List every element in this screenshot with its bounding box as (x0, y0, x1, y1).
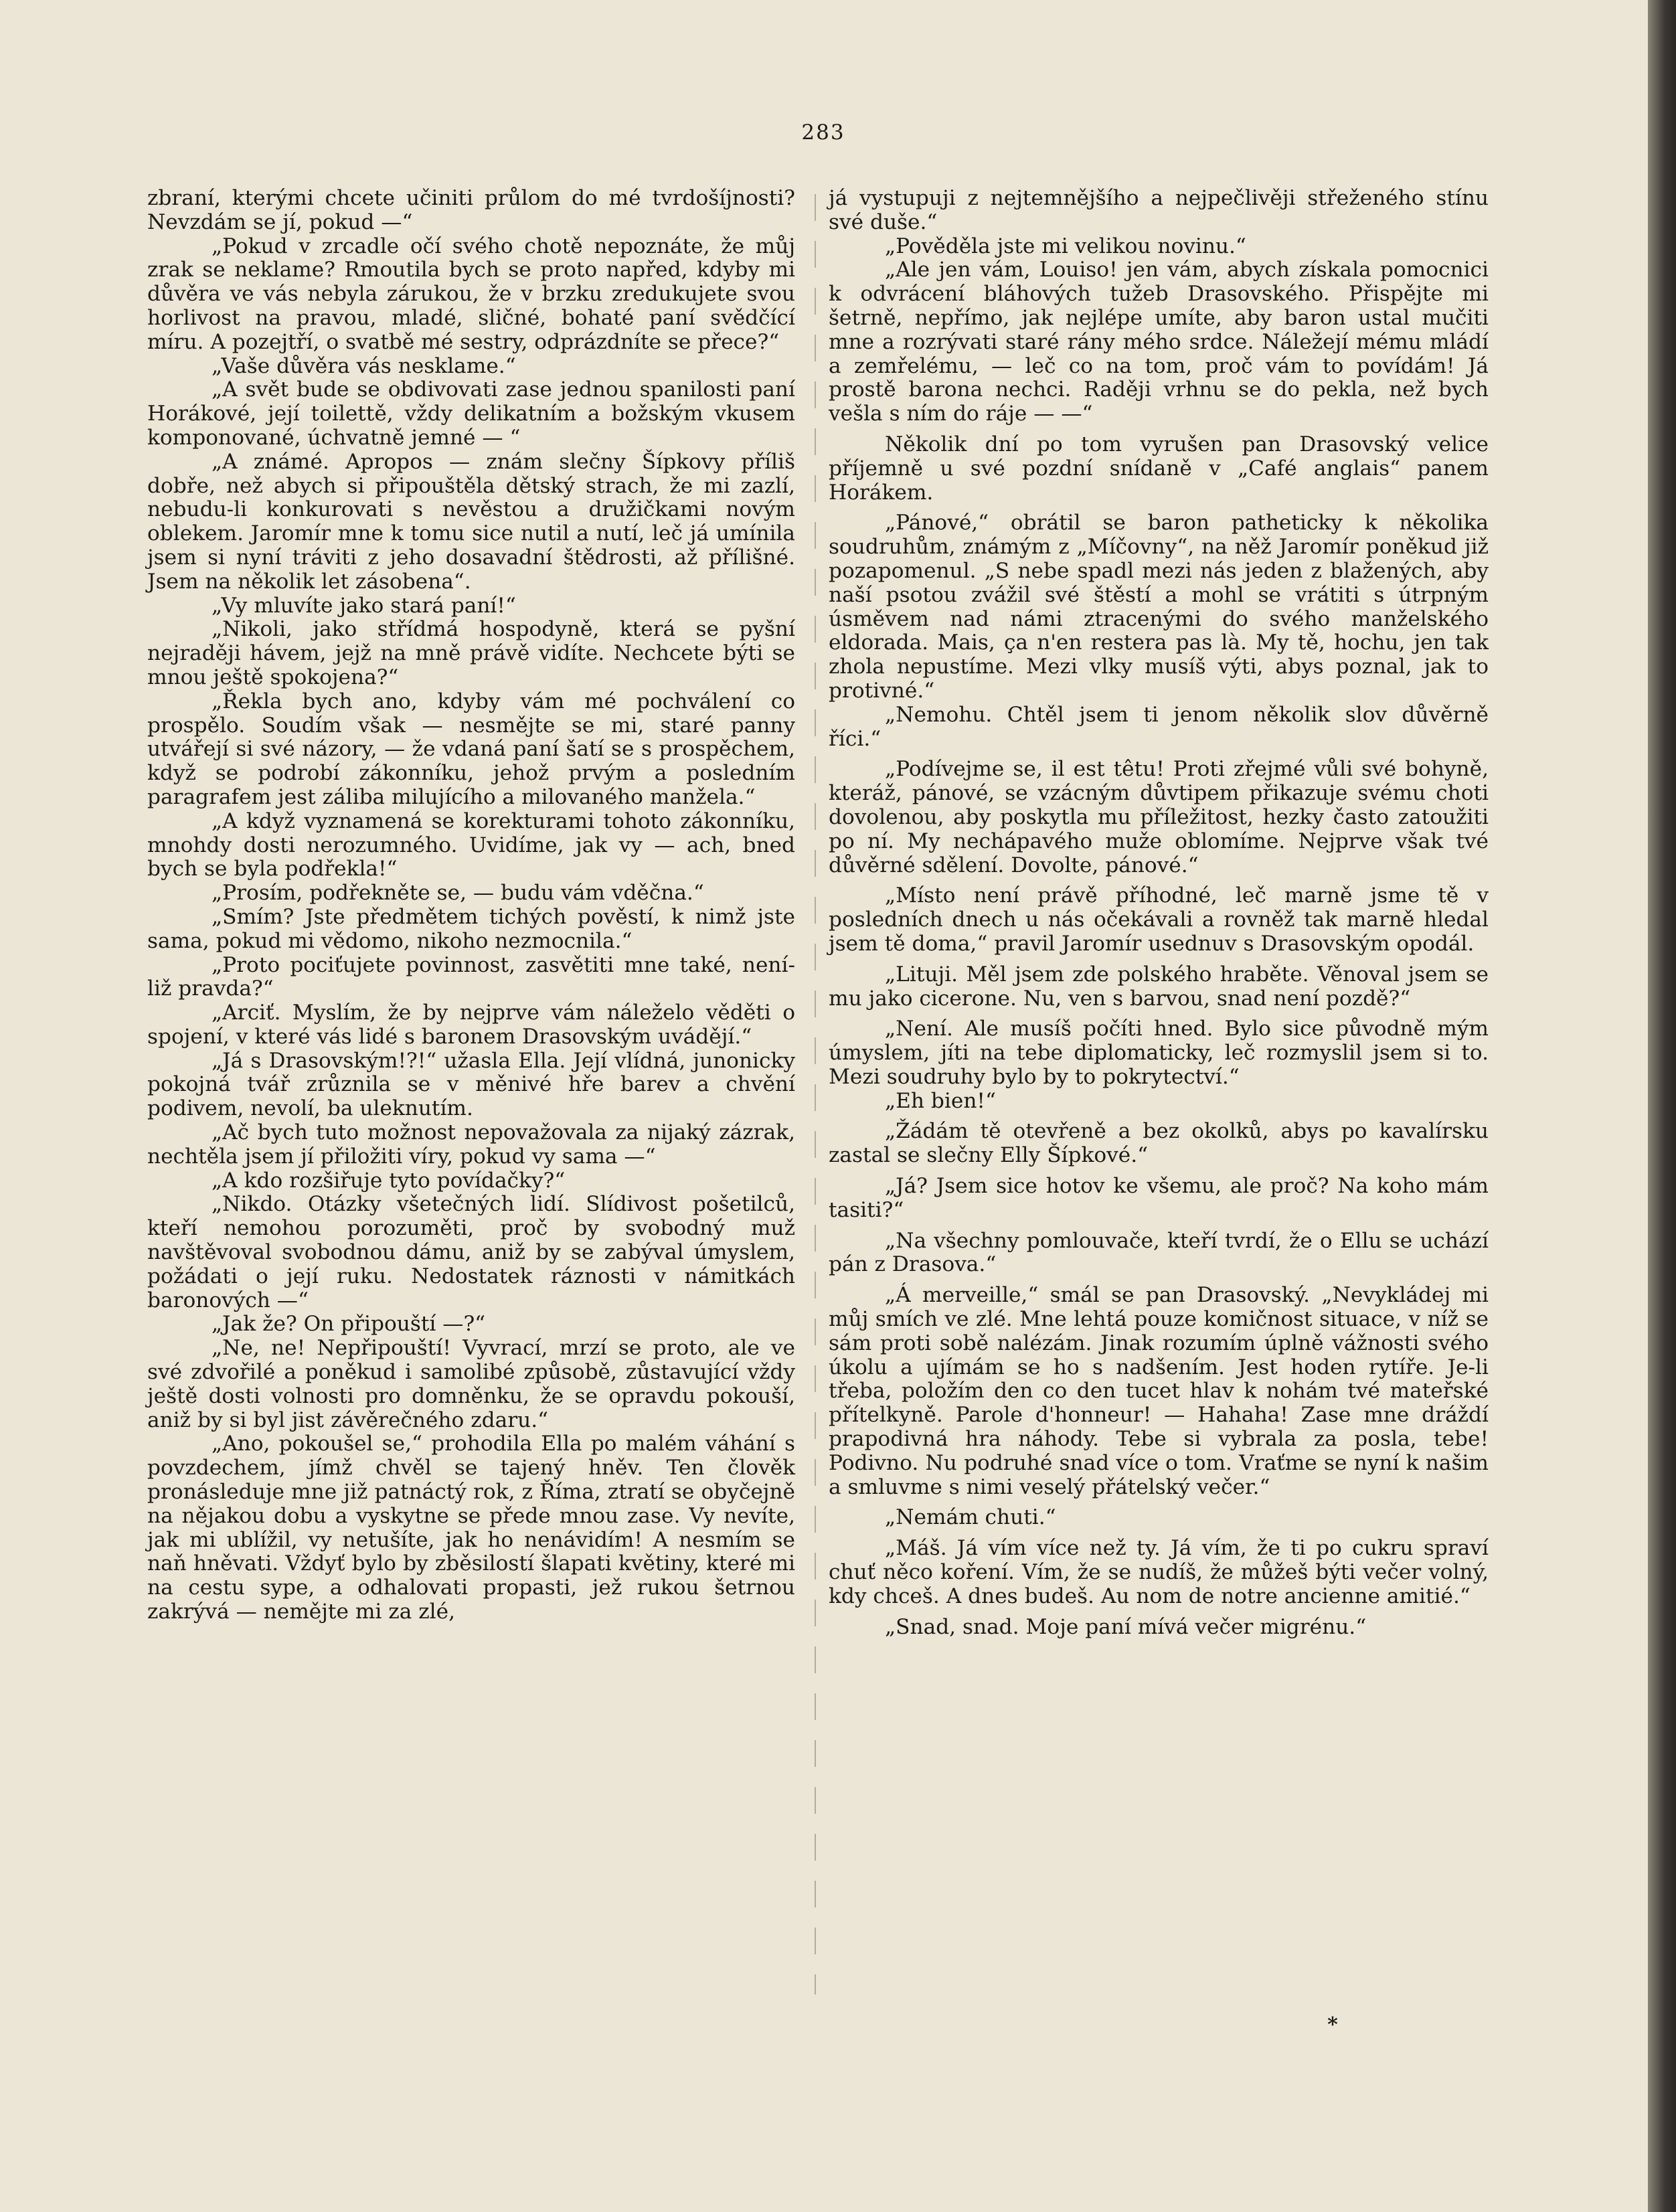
paragraph: „Prosím, podřekněte se, — budu vám vděčna.“ (212, 881, 704, 906)
paragraph: já vystupuji z nejtemnějšího a nejpečlivěji střeženého stínu své duše.“ (829, 186, 1489, 234)
right-column (829, 187, 1489, 1639)
column-divider (815, 194, 816, 1994)
paragraph: „Pověděla jste mi velikou novinu.“ (885, 234, 1246, 258)
paragraph: „Snad, snad. Moje paní mívá večer migrénu.“ (885, 1614, 1367, 1639)
paragraph: zbraní, kterými chcete učiniti průlom do mé tvrdošíjnosti? Nevzdám se jí, pokud —“ (147, 186, 795, 234)
paragraph: „Smím? Jste předmětem tichých pověstí, k nimž jste sama, pokud mi vědomo, nikoho nezmocnila.“ (147, 904, 795, 953)
paragraph: „Vaše důvěra vás nesklame.“ (212, 353, 516, 378)
paragraph: „Ale jen vám, Louiso! jen vám, abych získala pomocnici k odvrácení bláhových tužeb Drasovského. Přispějte mi šetrně, nepřímo, jak nejlépe umíte, aby baron ustal mučiti mne a rozrývati staré rány mého srdce. Náležejí mému mládí a zemřelému, — leč co na tom, proč vám to povídám! Já prostě barona nechci. Raději vrhnu se do pekla, než bych vešla s ním do ráje — —“ (829, 258, 1489, 426)
paragraph: „Pokud v zrcadle očí svého chotě nepoznáte, že můj zrak se neklame? Rmoutila bych se proto napřed, kdyby mi důvěra ve vás nebyla zárukou, že v brzku zredukujete svou horlivost na pravou, mladé, sličné, bohaté paní svědčící míru. A pozejtří, o svatbě mé sestry, odprázdníte se přece?“ (147, 234, 795, 354)
paragraph: „Nemohu. Chtěl jsem ti jenom několik slov důvěrně říci.“ (829, 702, 1489, 751)
paragraph: „Není. Ale musíš počíti hned. Bylo sice původně mým úmyslem, jíti na tebe diplomaticky, leč rozmyslil jsem si to. Mezi soudruhy bylo by to pokrytectví.“ (829, 1017, 1489, 1089)
page-number: 283 (801, 120, 845, 145)
paragraph: „Jak že? On připouští —?“ (212, 1312, 486, 1337)
paragraph: Několik dní po tom vyrušen pan Drasovský velice příjemně u své pozdní snídaně v „Café anglais“ panem Horákem. (829, 432, 1489, 505)
paragraph: „Nemám chuti.“ (885, 1505, 1056, 1530)
paragraph: „A kdo rozšiřuje tyto povídačky?“ (212, 1168, 566, 1193)
paragraph: „Nikoli, jako střídmá hospodyně, která se pyšní nejraději hávem, jejž na mně právě vidíte. Nechcete býti se mnou ještě spokojena?“ (147, 617, 795, 689)
paragraph: „Podívejme se, il est têtu! Proti zřejmé vůli své bohyně, kteráž, pánové, se vzácným důvtipem přikazuje svému choti dovolenou, aby poskytla mu příležitost, hezky často zatoužiti po ní. My nechápavého muže oblomíme. Nejprve však tvé důvěrné sdělení. Dovolte, pánové.“ (829, 757, 1489, 877)
paragraph: „Já s Drasovským!?!“ užasla Ella. Její vlídná, junonicky pokojná tvář zrůznila se v měnivé hře barev a chvění podivem, nevolí, ba uleknutím. (147, 1048, 795, 1121)
paragraph: „A svět bude se obdivovati zase jednou spanilosti paní Horákové, její toilettě, vždy delikatním a božským vkusem komponované, úchvatně jemné — “ (147, 377, 795, 450)
page-edge-shadow (1648, 0, 1676, 2212)
paragraph: „Řekla bych ano, kdyby vám mé pochválení co prospělo. Soudím však — nesmějte se mi, staré panny utvářejí si své názory, — že vdaná paní šatí se s prospěchem, když se podrobí zákonníku, jehož prvým a posledním paragrafem jest záliba milujícího a milovaného manžela.“ (147, 689, 795, 809)
paragraph: „Vy mluvíte jako stará paní!“ (212, 593, 516, 618)
paragraph: „Pánové,“ obrátil se baron patheticky k několika soudruhům, známým z „Míčovny“, na něž Jaromír poněkud již pozapomenul. „S nebe spadl mezi nás jeden z blažených, aby naší psotou zvážil své štěstí a mohl se vrátiti s útrpným úsměvem nad námi ztracenými do svého manželského eldorada. Mais, ça n'en restera pas là. My tě, hochu, jen tak zhola nepustíme. Mezi vlky musíš výti, abys poznal, jak to protivné.“ (829, 511, 1489, 703)
paragraph: „Já? Jsem sice hotov ke všemu, ale proč? Na koho mám tasiti?“ (829, 1174, 1489, 1222)
paragraph: „Ano, pokoušel se,“ prohodila Ella po malém váhání s povzdechem, jímž chvěl se tajený hněv. Ten člověk pronásleduje mne již patnáctý rok, z Říma, ztratí se obyčejně na nějakou dobu a vyskytne se přede mnou zase. Vy nevíte, jak mi ublížil, vy netušíte, jak ho nenávidím! A nesmím se naň hněvati. Vždyť bylo by zběsilostí šlapati květiny, které mi na cestu sype, a odhalovati propasti, jež rukou šetrnou zakrývá — nemějte mi za zlé, (147, 1432, 795, 1624)
paragraph: „Eh bien!“ (885, 1088, 996, 1113)
paragraph: „A když vyznamená se korekturami tohoto zákonníku, mnohdy dosti nerozumného. Uvidíme, jak vy — ach, bned bych se byla podřekla!“ (147, 809, 795, 881)
paragraph: „Máš. Já vím více než ty. Já vím, že ti po cukru spraví chuť něco koření. Vím, že se nudíš, že můžeš býti večer volný, kdy chceš. A dnes budeš. Au nom de notre ancienne amitié.“ (829, 1536, 1489, 1608)
paragraph: „Arciť. Myslím, že by nejprve vám náleželo věděti o spojení, v které vás lidé s baronem Drasovským uvádějí.“ (147, 1001, 795, 1049)
paragraph: „Nikdo. Otázky všetečných lidí. Slídivost pošetilců, kteří nemohou porozuměti, proč by svobodný muž navštěvoval svobodnou dámu, aniž by se zabýval úmyslem, požádati o její ruku. Nedostatek ráznosti v námitkách baronových —“ (147, 1192, 795, 1312)
section-end-asterisk: * (1327, 2013, 1338, 2037)
left-column (147, 187, 795, 1624)
paragraph: „Ne, ne! Nepřipouští! Vyvrací, mrzí se proto, ale ve své zdvořilé a poněkud i samolibé způsobě, zůstavující vždy ještě dosti volnosti pro domněnku, že se opravdu pokouší, aniž by si byl jist závěrečného zdaru.“ (147, 1336, 795, 1432)
paragraph: „Na všechny pomlouvače, kteří tvrdí, že o Ellu se uchází pán z Drasova.“ (829, 1228, 1489, 1277)
paragraph: „Á merveille,“ smál se pan Drasovský. „Nevykládej mi můj smích ve zlé. Mne lehtá pouze komičnost situace, v níž se sám proti sobě nalézám. Jinak rozumím úplně vážnosti svého úkolu a ujímám se ho s nadšením. Jest hoden rytíře. Je-li třeba, položím den co den tucet hlav k nohám tvé mateřské přítelkyně. Parole d'honneur! — Hahaha! Zase mne dráždí prapodivná hra náhody. Tebe si vybrala za posla, tebe! Podivno. Nu podruhé snad více o tom. Vraťme se nyní k našim a smluvme s nimi veselý přátelský večer.“ (829, 1283, 1489, 1499)
paragraph: „A známé. Apropos — znám slečny Šípkovy příliš dobře, než abych si připouštěla dětský strach, že mi zazlí, nebudu-li konkurovati s nevěstou a družičkami novým oblekem. Jaromír mne k tomu sice nutil a nutí, leč já umínila jsem si nyní tráviti z jeho dosavadní štědrosti, až přílišné. Jsem na několik let zásobena“. (147, 449, 795, 594)
paragraph: „Proto pociťujete povinnost, zasvětiti mne také, není-liž pravda?“ (147, 952, 795, 1001)
paragraph: „Místo není právě příhodné, leč marně jsme tě v posledních dnech u nás očekávali a rovněž tak marně hledal jsem tě doma,“ pravil Jaromír usednuv s Drasovským opodál. (829, 883, 1489, 956)
paragraph: „Žádám tě otevřeně a bez okolků, abys po kavalírsku zastal se slečny Elly Šípkové.“ (829, 1119, 1489, 1168)
paragraph: „Ač bych tuto možnost nepovažovala za nijaký zázrak, nechtěla jsem jí přiložiti víry, pokud vy sama —“ (147, 1120, 795, 1169)
paragraph: „Lituji. Měl jsem zde polského hraběte. Věnoval jsem se mu jako cicerone. Nu, ven s barvou, snad není pozdě?“ (829, 962, 1489, 1011)
